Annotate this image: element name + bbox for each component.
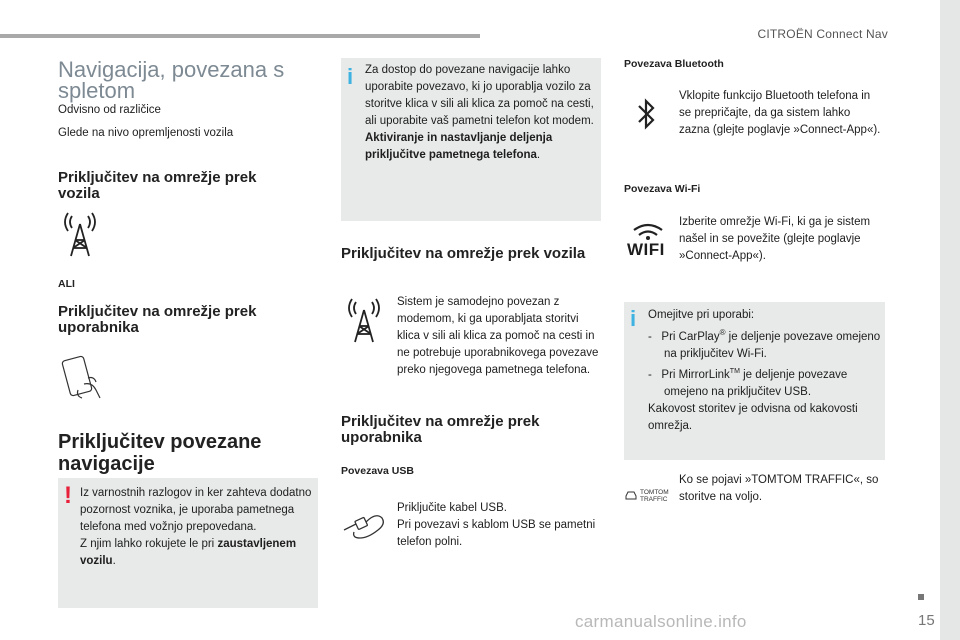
heading-user-connection-2: Priključitev na omrežje prek uporabnika bbox=[341, 413, 540, 446]
info-bold: Aktiviranje in nastavljanje deljenja priključitve pametnega telefona bbox=[365, 132, 553, 161]
or-label: ALI bbox=[58, 278, 75, 290]
bluetooth-text: Vklopite funkcijo Bluetooth telefona in se prepričajte, da ga sistem lahko zazna (glejte poglavje »Connect-App«). bbox=[679, 90, 881, 136]
warning-box bbox=[58, 478, 318, 608]
page-marker bbox=[918, 594, 924, 600]
limit-mirrorlink-b: je deljenje povezave omejeno na priključitev USB. bbox=[664, 368, 848, 398]
page-side-strip bbox=[940, 0, 960, 640]
wifi-arcs-icon bbox=[630, 222, 666, 240]
usb-text: Priključite kabel USB. Pri povezavi s kablom USB se pametni telefon polni. bbox=[397, 502, 596, 548]
page-title: Navigacija, povezana s spletom bbox=[58, 57, 285, 103]
warning-end: . bbox=[112, 555, 116, 567]
info-icon: i bbox=[630, 306, 637, 331]
bluetooth-icon bbox=[636, 96, 658, 132]
limits-title: Omejitve pri uporabi: bbox=[648, 309, 755, 321]
tomtom-icon-line2: TRAFFIC bbox=[640, 496, 668, 503]
antenna-icon bbox=[60, 212, 100, 258]
warning-text bbox=[80, 485, 312, 570]
wifi-label: Povezava Wi-Fi bbox=[624, 183, 701, 195]
smartphone-hand-icon bbox=[58, 354, 108, 400]
top-rule bbox=[0, 34, 480, 38]
warning-exclamation-icon: ! bbox=[64, 482, 72, 509]
watermark: carmanualsonline.info bbox=[575, 612, 747, 631]
usb-label: Povezava USB bbox=[341, 465, 414, 477]
usb-cable-icon bbox=[342, 508, 388, 542]
heading-vehicle-connection: Priključitev na omrežje prek vozila bbox=[58, 169, 257, 202]
info-box-limits bbox=[624, 302, 885, 460]
heading-user-connection: Priključitev na omrežje prek uporabnika bbox=[58, 303, 257, 336]
limit-carplay-sup: ® bbox=[719, 328, 726, 337]
info-box-sharing bbox=[341, 58, 601, 221]
page-number: 15 bbox=[918, 612, 935, 629]
limit-mirrorlink-a: Pri MirrorLink bbox=[661, 368, 730, 381]
heading-connected-navigation: Priključitev povezane navigacije bbox=[58, 431, 262, 475]
header-product: CITROËN Connect Nav bbox=[757, 27, 888, 41]
limit-carplay-a: Pri CarPlay bbox=[661, 330, 720, 343]
info-sentence: Za dostop do povezane navigacije lahko uporabite povezavo, ki jo uporablja vozilo za storitve klica v sili ali klica za pomoč na cesti, ali uporabite vaš pametni telefon kot modem. bbox=[365, 64, 594, 127]
limit-carplay: - Pri CarPlay® je deljenje povezave omejeno na priključitev Wi-Fi. bbox=[648, 328, 881, 360]
tomtom-icon-line1: TOMTOM bbox=[640, 489, 669, 496]
limit-mirrorlink: - Pri MirrorLink™ je deljenje povezave omejeno na priključitev USB. bbox=[648, 367, 848, 398]
warning-bold: zaustavljenem vozilu bbox=[80, 538, 297, 567]
info-text bbox=[365, 62, 597, 164]
limits-text bbox=[648, 307, 881, 435]
intro-equipment: Glede na nivo opremljenosti vozila bbox=[58, 127, 234, 139]
limit-mirrorlink-sup: TM bbox=[729, 367, 740, 375]
info-icon: i bbox=[347, 64, 354, 89]
warning-stationary-text: Z njim lahko rokujete le pri bbox=[80, 538, 215, 550]
wifi-icon-text: WIFI bbox=[627, 240, 665, 259]
antenna-icon bbox=[344, 298, 384, 344]
heading-vehicle-connection-2: Priključitev na omrežje prek vozila bbox=[341, 245, 586, 262]
tomtom-text: Ko se pojavi »TOMTOM TRAFFIC«, so storitve na voljo. bbox=[679, 474, 879, 503]
intro-version: Odvisno od različice bbox=[58, 104, 161, 116]
tomtom-icon-text bbox=[640, 489, 669, 503]
limits-quality: Kakovost storitev je odvisna od kakovosti omrežja. bbox=[648, 402, 858, 432]
bluetooth-label: Povezava Bluetooth bbox=[624, 58, 724, 70]
info-end: . bbox=[536, 149, 541, 161]
wifi-text: Izberite omrežje Wi-Fi, ki ga je sistem našel in se povežite (glejte poglavje »Connect-App«). bbox=[679, 216, 871, 262]
tomtom-traffic-icon bbox=[624, 488, 670, 506]
wifi-icon bbox=[626, 222, 670, 262]
vehicle-connection-text: Sistem je samodejno povezan z modemom, ki ga uporabljata storitvi klica v sili ali klica za pomoč na cesti in ne potrebuje uporabnikovega povezave preko njegovega pametnega telefona. bbox=[397, 296, 599, 376]
limit-carplay-b: je deljenje povezave omejeno na priključitev Wi-Fi. bbox=[664, 330, 881, 360]
tomtom-car-icon bbox=[624, 490, 638, 502]
warning-sentence: Iz varnostnih razlogov in ker zahteva dodatno pozornost voznika, je uporaba pametnega telefona med vožnjo prepovedana. bbox=[80, 487, 312, 533]
